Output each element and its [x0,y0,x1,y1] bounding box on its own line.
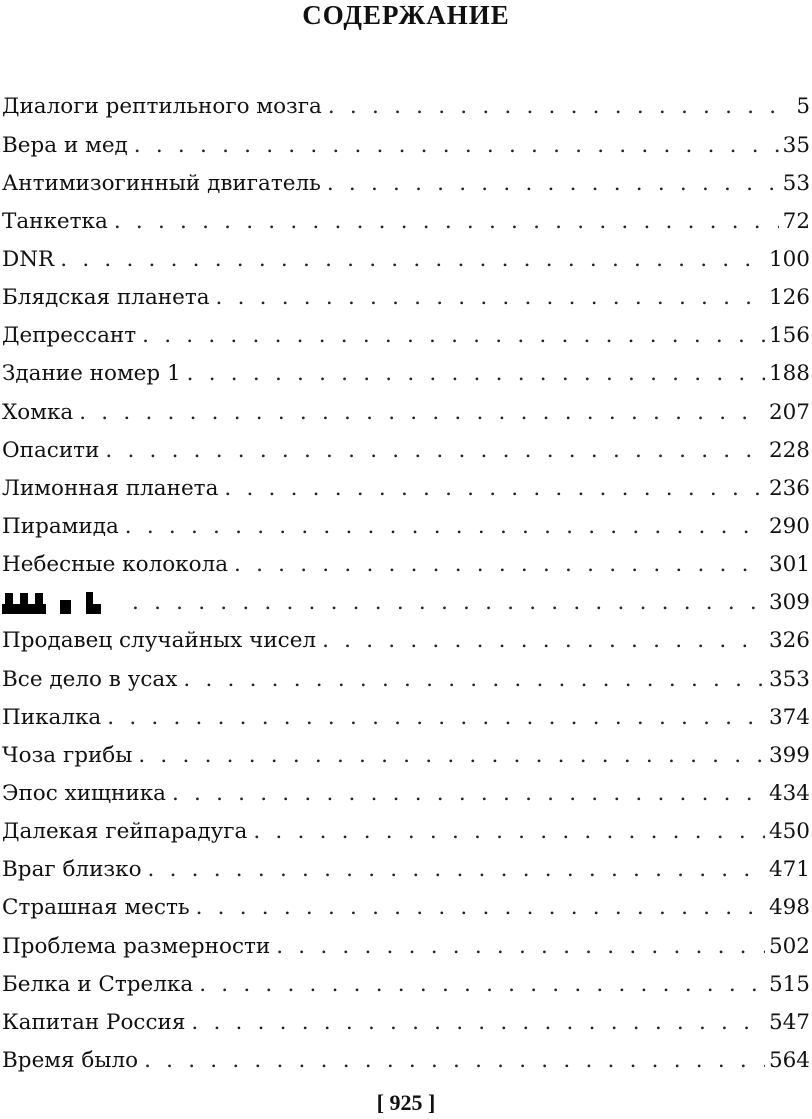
toc-entry [2,1036,810,1074]
table-of-contents [2,82,810,1074]
dot-leader [107,706,765,731]
toc-entry-title: Капитан Россия [2,1009,186,1035]
toc-entry [2,158,810,196]
dot-leader [322,629,765,654]
toc-entry [2,273,810,311]
toc-entry [2,959,810,997]
toc-entry-page: 374 [768,704,810,730]
toc-entry-page: 290 [768,513,810,539]
dot-leader [196,896,765,921]
toc-entry-title: Чоза грибы [2,742,133,768]
pixel-glyph-title-icon [2,590,126,616]
toc-entry-title: Диалоги рептильного мозга [2,94,322,120]
dot-leader [187,362,765,387]
toc-entry-page: 450 [768,819,810,845]
dot-leader [138,744,765,769]
dot-leader [144,1049,765,1074]
toc-entry-page: 399 [768,742,810,768]
toc-entry [2,463,810,501]
dot-leader [276,935,765,960]
toc-entry-page: 228 [768,437,810,463]
dot-leader [114,210,779,235]
toc-entry-title: Танкетка [2,208,108,234]
toc-entry-page: 35 [782,132,810,158]
toc-entry [2,730,810,768]
toc-entry-title: Белка и Стрелка [2,971,194,997]
page-number: [ 925 ] [376,1090,436,1115]
toc-entry-page: 326 [768,628,810,654]
toc-entry-page: 498 [768,895,810,921]
dot-leader [148,858,765,883]
dot-leader [191,1011,765,1036]
toc-entry-page: 5 [796,94,810,120]
toc-entry-title: Эпос хищника [2,780,166,806]
dot-leader [224,477,765,502]
dot-leader [216,286,765,311]
toc-entry-page: 156 [768,323,810,349]
dot-leader [125,515,765,540]
toc-entry [2,235,810,273]
dot-leader [327,172,779,197]
toc-entry [2,616,810,654]
toc-entry-title: Страшная месть [2,895,190,921]
toc-entry-title: Пикалка [2,704,102,730]
toc-entry-page: 53 [782,170,810,196]
dot-leader [79,401,765,426]
dot-leader [253,820,765,845]
toc-entry-title: Здание номер 1 [2,361,181,387]
dot-leader [132,591,765,616]
toc-entry [2,425,810,463]
toc-entry-title: Небесные колокола [2,552,229,578]
toc-entry-title: Антимизогинный двигатель [2,170,321,196]
page-title: СОДЕРЖАНИЕ [302,0,510,30]
toc-entry-page: 353 [768,666,810,692]
toc-entry-page: 301 [768,552,810,578]
dot-leader [60,248,765,273]
toc-entry-page: 547 [768,1009,810,1035]
toc-entry-page: 236 [768,475,810,501]
toc-entry [2,387,810,425]
toc-entry-title: Продавец случайных чисел [2,628,317,654]
dot-leader [183,668,765,693]
toc-entry-page: 309 [768,590,810,616]
toc-entry [2,692,810,730]
toc-entry-page: 188 [768,361,810,387]
toc-entry-title: Все дело в усах [2,666,178,692]
toc-entry-title: Блядская планета [2,285,210,311]
toc-entry-title: Далекая гейпарадуга [2,819,248,845]
toc-entry [2,883,810,921]
toc-entry [2,845,810,883]
toc-entry [2,540,810,578]
toc-entry-page: 207 [768,399,810,425]
toc-entry-page: 434 [768,780,810,806]
toc-entry-title: Проблема размерности [2,933,271,959]
toc-entry [2,196,810,234]
toc-entry [2,769,810,807]
toc-entry-title: Враг близко [2,857,142,883]
toc-entry [2,82,810,120]
toc-entry [2,578,810,616]
toc-entry [2,120,810,158]
toc-entry-title: DNR [2,246,55,272]
toc-entry-title: Вера и мед [2,132,128,158]
toc-entry-title: Депрессант [2,323,137,349]
toc-entry-title: Пирамида [2,513,119,539]
toc-entry-title: Хомка [2,399,74,425]
toc-entry [2,311,810,349]
toc-entry [2,349,810,387]
toc-entry-page: 100 [768,246,810,272]
dot-leader [328,95,792,120]
dot-leader [172,782,765,807]
toc-entry [2,997,810,1035]
toc-entry-page: 471 [768,857,810,883]
dot-leader [199,973,765,998]
toc-entry [2,807,810,845]
dot-leader [234,553,765,578]
toc-entry [2,921,810,959]
toc-entry-page: 126 [768,285,810,311]
toc-entry-title: Лимонная планета [2,475,219,501]
toc-entry-page: 72 [782,208,810,234]
toc-entry-page: 515 [768,971,810,997]
toc-entry-title: Опасити [2,437,100,463]
toc-entry [2,654,810,692]
toc-entry [2,502,810,540]
toc-entry-title: Время было [2,1047,139,1073]
dot-leader [105,439,765,464]
toc-entry-page: 502 [768,933,810,959]
toc-entry-page: 564 [768,1047,810,1073]
dot-leader [134,134,779,159]
dot-leader [142,324,765,349]
